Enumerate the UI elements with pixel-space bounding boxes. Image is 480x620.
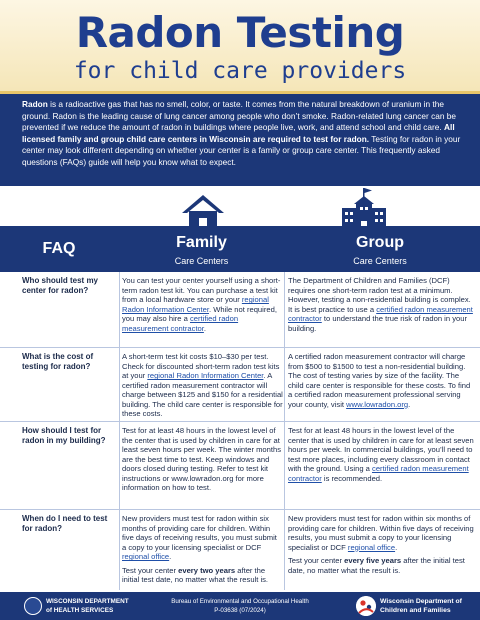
answer-text: The Department of Children and Families (DCF) requires one short-term radon test at a minimum. However, testing a non-residential building is complex. It is best practice to use a bbox=[288, 276, 471, 314]
intro-lead: Radon bbox=[22, 99, 48, 109]
radon-info-center-link[interactable]: regional Radon Information Center bbox=[122, 295, 269, 314]
question-who: Who should test my center for radon? bbox=[22, 276, 98, 296]
answer-text: A short-term test kit costs $10–$30 per test. Check for discounted short-term radon test kits at your bbox=[122, 352, 280, 381]
page-subtitle: for child care providers bbox=[73, 58, 407, 84]
dcf-name-line1: Wisconsin Department of bbox=[380, 598, 462, 605]
table-row bbox=[0, 348, 480, 422]
group-answer-how bbox=[286, 422, 476, 483]
answer-text: New providers must test for radon within six months of providing care for children. Within five days of receiving results, you must submit a copy to your licensing specialist or DCF bbox=[122, 514, 277, 552]
page-title: Radon Testing bbox=[75, 8, 405, 57]
answer-text: . bbox=[169, 552, 172, 562]
intro-text-1: is a radioactive gas that has no smell, color, or taste. It comes from the natural breakdown of uranium in the ground. Radon is the leading cause of lung cancer among people who don’t smoke. Radon-related lung cancer can be prevented if we reduce the amount of radon in buildings where people live, work, and attend school and child care. bbox=[22, 99, 457, 133]
answer-text: You can test your center yourself using a short-term radon test kit. You can purchase a test kit from a local hardware store or your bbox=[122, 276, 281, 305]
answer-text: after the initial test date, no matter what the result is. bbox=[122, 565, 269, 585]
answer-emphasis: every two years bbox=[178, 565, 236, 575]
answer-text: . bbox=[408, 399, 411, 409]
publication-number: P-03638 (07/2024) bbox=[214, 607, 266, 614]
dcf-logo-icon bbox=[356, 596, 376, 616]
footer bbox=[0, 592, 480, 620]
answer-text: Test your center bbox=[288, 556, 345, 566]
header-faq: FAQ bbox=[42, 240, 76, 257]
intro-paragraph bbox=[0, 94, 480, 186]
table-row bbox=[0, 422, 480, 510]
intro-text-2: Testing for radon in your center may look different depending on whether your center is a family or group care center. This frequently asked questions (FAQs) guide will help you know what to expect. bbox=[22, 133, 461, 167]
intro-bold-2: All licensed family and group child care centers in Wisconsin are required to test for radon. bbox=[22, 122, 455, 144]
answer-text: to understand the true risk of radon in your building. bbox=[288, 314, 467, 333]
certified-contractor-link[interactable]: certified radon measurement contractor bbox=[288, 464, 469, 483]
answer-text: . While not required, you may also hire a bbox=[122, 304, 277, 324]
dhs-name-line1: WISCONSIN DEPARTMENT bbox=[46, 598, 129, 605]
dhs-seal-icon bbox=[24, 597, 42, 615]
answer-text: is recommended. bbox=[321, 473, 383, 483]
question-how: How should I test for radon in my building? bbox=[22, 426, 106, 446]
dhs-logo bbox=[24, 597, 144, 617]
group-answer-when bbox=[286, 510, 476, 579]
header-family bbox=[120, 226, 283, 272]
answer-emphasis: every five years bbox=[344, 556, 402, 566]
header-family-sub: Care Centers bbox=[174, 256, 229, 266]
group-answer-cost bbox=[286, 348, 476, 409]
table-row bbox=[0, 272, 480, 348]
answer-text: after the initial test date, no matter what the result is. bbox=[288, 556, 465, 575]
radon-info-center-link[interactable]: regional Radon Information Center bbox=[147, 371, 264, 381]
certified-contractor-link[interactable]: certified radon measurement contractor bbox=[122, 314, 239, 333]
header-group-sub: Care Centers bbox=[353, 256, 407, 266]
question-cost: What is the cost of testing for radon? bbox=[22, 352, 94, 372]
footer-publication bbox=[150, 597, 330, 615]
answer-text: Test for at least 48 hours in the lowest level of the center that is used by children in care for at least seven hours per week. In commercial buildings, you’ll need to test more places, including every classroom in contact with the ground. Using a bbox=[288, 426, 474, 474]
family-answer-how bbox=[120, 422, 283, 493]
family-answer-when bbox=[120, 510, 283, 589]
regional-office-link[interactable]: regional office bbox=[347, 542, 396, 552]
answer-text: . bbox=[203, 323, 207, 333]
house-icon bbox=[181, 194, 225, 230]
family-answer-cost bbox=[120, 348, 283, 419]
dcf-name-line2: Children and Families bbox=[380, 606, 451, 614]
bureau-name: Bureau of Environmental and Occupational Health bbox=[171, 598, 309, 605]
answer-text: . bbox=[395, 542, 398, 552]
answer-text: Test your center bbox=[122, 565, 179, 575]
regional-office-link[interactable]: regional office bbox=[122, 552, 170, 562]
table-header bbox=[0, 226, 480, 272]
answer-text: New providers must test for radon within six months of providing care for children. Within five days of receiving results, you must submit a copy to your licensing specialist or DCF bbox=[288, 514, 474, 552]
family-answer-who bbox=[120, 272, 283, 333]
school-icon bbox=[341, 188, 387, 230]
answer-text: . A certified radon measurement contractor will charge between $125 and $150 for a residential building. The child care center is responsible for these costs. bbox=[122, 371, 283, 419]
certified-contractor-link[interactable]: certified radon measurement contractor bbox=[288, 304, 473, 324]
header-group bbox=[286, 226, 474, 272]
lowradon-link[interactable]: www.lowradon.org bbox=[346, 399, 409, 409]
hero-banner bbox=[0, 0, 480, 94]
table-row bbox=[0, 510, 480, 590]
dcf-logo bbox=[356, 596, 480, 618]
question-when: When do I need to test for radon? bbox=[22, 514, 108, 534]
header-family-title: Family bbox=[176, 234, 227, 251]
header-group-title: Group bbox=[356, 234, 404, 251]
answer-text: Test for at least 48 hours in the lowest level of the center that is used by children in care for at least seven hours per week. The winter months are the best time to test. Keep windows and doors closed during testing. Refer to test kit instructions or www.lowradon.org for more information on how to test. bbox=[122, 426, 281, 493]
group-answer-who bbox=[286, 272, 476, 333]
answer-text: A certified radon measurement contractor will charge from $500 to $1500 to test a non-residential building. The cost of testing varies by size of the facility. The child care center is responsible for these costs. To find a certified radon measurement professional serving your county, visit bbox=[288, 352, 471, 409]
column-icons bbox=[0, 186, 480, 230]
dhs-name-line2: of HEALTH SERVICES bbox=[46, 606, 114, 614]
